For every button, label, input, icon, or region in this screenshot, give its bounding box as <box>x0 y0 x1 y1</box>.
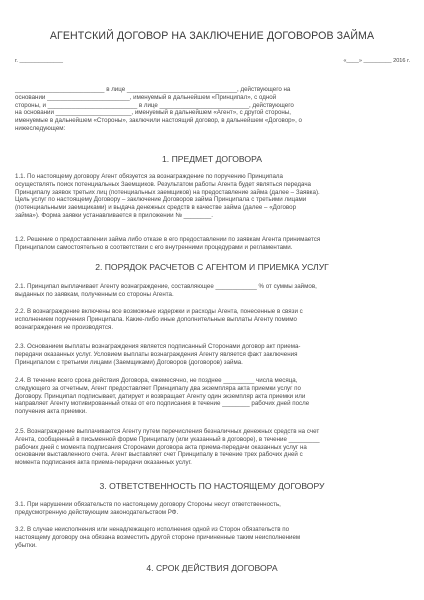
section-3-heading: 3. ОТВЕТСТВЕННОСТЬ ПО НАСТОЯЩЕМУ ДОГОВОРУ <box>99 481 325 491</box>
clause-3-1: 3.1. При нарушении обязательств по настоящему договору Стороны несут ответственность, предусмотренную действующим законодательством РФ. <box>15 501 281 516</box>
section-1-heading: 1. ПРЕДМЕТ ДОГОВОРА <box>162 154 262 164</box>
clause-2-5: 2.5. Вознаграждение выплачивается Агенту путем перечисления безналичных денежных средств на счет Агента, сообщенный в письменной форме Принципалу (или указанный в договоре), в течение _________ рабочих дней с момента подписания Сторонами договора акта приема-передачи оказанных услуг на основании выставленного счета. Агент выставляет счет Принципалу в течение трех рабочих дней с момента подписания акта приема-передачи оказанных услуг. <box>15 428 320 467</box>
clause-1-2: 1.2. Решение о предоставлении займа либо отказе в его предоставлении по заявкам Агента принимается Принципалом самостоятельно в соответствии с его внутренними процедурами и регламентами. <box>15 236 321 251</box>
intro-paragraph: __________________________ в лице ________________________________, действующего на основании ________________________, именуемый в дальнейшем «Принципал», с одной стороны, и __________________________ в лице __________________________, действующего на основании ______________________, именуемый в дальнейшем «Агент», с другой стороны, именуемые в дальнейшем «Стороны», заключили настоящий договор, в дальнейшем «Договор», о нижеследующем: <box>15 86 302 132</box>
clause-2-2: 2.2. В вознаграждение включены все возможные издержки и расходы Агента, понесенные в связи с исполнением поручения Принципала. Какие-либо иные дополнительные выплаты Агенту помимо вознаграждения не производятся. <box>15 308 303 331</box>
clause-3-2: 3.2. В случае неисполнения или ненадлежащего исполнения одной из Сторон обязательств по настоящему договору она обязана возместить другой стороне причиненные таким неисполнением убытки. <box>15 526 301 549</box>
section-4-heading: 4. СРОК ДЕЙСТВИЯ ДОГОВОРА <box>146 563 278 573</box>
clause-1-1: 1.1. По настоящему договору Агент обязуется за вознаграждение по поручению Принципала осуществлять поиск потенциальных Заемщиков. Результатом работы Агента будет являться передача Принципалу заявок третьих лиц (потенциальных заемщиков) на предоставление займа (далее – Заявка). Цель услуг по настоящему Договору – заключение Договоров займа Принципала с третьими лицами (потенциальными заемщиками) и выдача денежных средств в качестве займа (далее – «Договор займа»). Форма заявки устанавливается в приложении № ________. <box>15 173 320 219</box>
clause-2-3: 2.3. Основанием выплаты вознаграждения является подписанный Сторонами договор акт приема- передачи оказанных услуг. Условием выплаты вознаграждения Агенту является факт заключения Принципалом с третьими лицами (Заемщиками) Договоров (договоров) займа. <box>15 343 301 366</box>
clause-2-1: 2.1. Принципал выплачивает Агенту вознаграждение, составляющее ____________ % от суммы займов, выданных по заявкам, полученным со стороны Агента. <box>15 283 317 298</box>
city-field: г. ______________ <box>15 58 64 64</box>
section-2-heading: 2. ПОРЯДОК РАСЧЕТОВ С АГЕНТОМ И ПРИЕМКА УСЛУГ <box>95 262 329 272</box>
document-title: АГЕНТСКИЙ ДОГОВОР НА ЗАКЛЮЧЕНИЕ ДОГОВОРОВ ЗАЙМА <box>49 30 375 42</box>
clause-2-4: 2.4. В течение всего срока действия Договора, ежемесячно, не позднее _________ числа месяца, следующего за отчетным, Агент предоставляет Принципалу два экземпляра акта приемки услуг по Договору. Принципал подписывает, датирует и возвращает Агенту один экземпляр акта приемки или направляет Агенту мотивированный отказ от его подписания в течение ________ рабочих дней после получения акта приемки. <box>15 377 310 416</box>
date-field: «____» _________ 2016 г. <box>343 58 410 64</box>
